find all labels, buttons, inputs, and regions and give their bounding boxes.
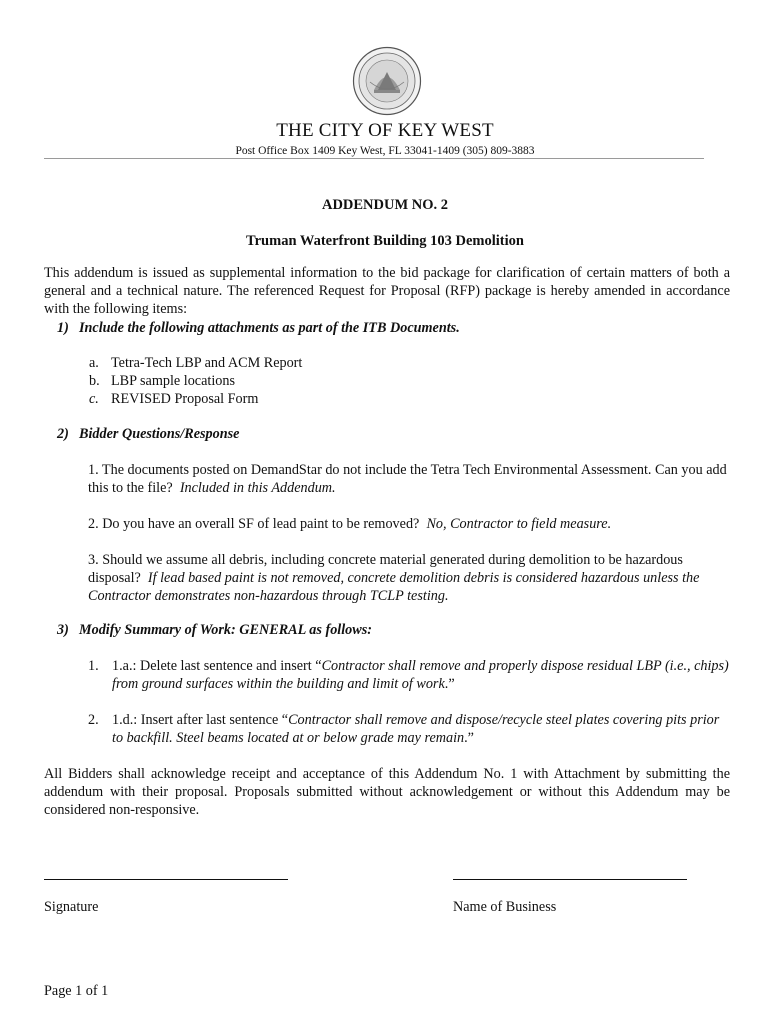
modification-item-1: 1. 1.a.: Delete last sentence and insert “Contractor shall remove and properly dispose residual LBP (i.e., chips) from ground surfaces within the building and limit of work.” [88, 658, 729, 692]
section-3-heading-text: Modify Summary of Work: GENERAL as follows: [79, 622, 372, 638]
city-name: THE CITY OF KEY WEST [276, 120, 494, 141]
section-1-heading-text: Include the following attachments as part of the ITB Documents. [79, 320, 460, 336]
business-name-line [453, 879, 687, 880]
section-1-heading [57, 320, 460, 337]
modification-item-2: 2. 1.d.: Insert after last sentence “Contractor shall remove and dispose/recycle steel plates covering pits prior to backfill. Steel beams located at or below grade may remain.” [88, 712, 720, 746]
list-item: a. Tetra-Tech LBP and ACM Report [89, 355, 303, 371]
city-seal-logo [352, 46, 422, 116]
question-3: 3. Should we assume all debris, including concrete material generated during demolition to be hazardous disposal? If lead based paint is not removed, concrete demolition debris is considered hazardous unless the Contractor demonstrates non-hazardous through TCLP testing. [88, 552, 700, 604]
response-2: No, Contractor to field measure. [426, 516, 612, 532]
business-name-label: Name of Business [453, 899, 557, 915]
section-3-number: 3) [57, 622, 69, 638]
signature-line [44, 879, 288, 880]
section-2-number: 2) [57, 426, 69, 442]
section-2-heading-text: Bidder Questions/Response [79, 426, 240, 442]
section-1-number: 1) [57, 320, 69, 336]
addendum-title: ADDENDUM NO. 2 [321, 197, 449, 213]
city-address: Post Office Box 1409 Key West, FL 33041-1409 (305) 809-3883 [235, 145, 535, 157]
signature-label: Signature [44, 899, 99, 915]
response-3: If lead based paint is not removed, concrete demolition debris is considered hazardous unless the Contractor demonstrates non-hazardous through TCLP testing. [88, 570, 700, 604]
question-2: 2. Do you have an overall SF of lead paint to be removed? No, Contractor to field measure. [88, 516, 612, 532]
page-number: Page 1 of 1 [44, 983, 109, 999]
header-divider [44, 158, 704, 159]
question-1: 1. The documents posted on DemandStar do not include the Tetra Tech Environmental Assessment. Can you add this to the file? Included in this Addendum. [88, 462, 727, 496]
addendum-subtitle: Truman Waterfront Building 103 Demolition [246, 233, 524, 249]
list-item: c. REVISED Proposal Form [89, 391, 259, 407]
list-item: b. LBP sample locations [89, 373, 235, 389]
response-1: Included in this Addendum. [179, 480, 336, 496]
section-2-heading [57, 426, 239, 443]
closing-paragraph: All Bidders shall acknowledge receipt and acceptance of this Addendum No. 1 with Attachment by submitting the addendum with their proposal. Proposals submitted without acknowledgement or without this Addendum may be considered non-responsive. [44, 766, 730, 818]
section-3-heading [57, 622, 372, 639]
intro-paragraph: This addendum is issued as supplemental information to the bid package for clarification of certain matters of both a general and a technical nature. The referenced Request for Proposal (RFP) package is hereby amended in accordance with the following items: [44, 265, 730, 317]
